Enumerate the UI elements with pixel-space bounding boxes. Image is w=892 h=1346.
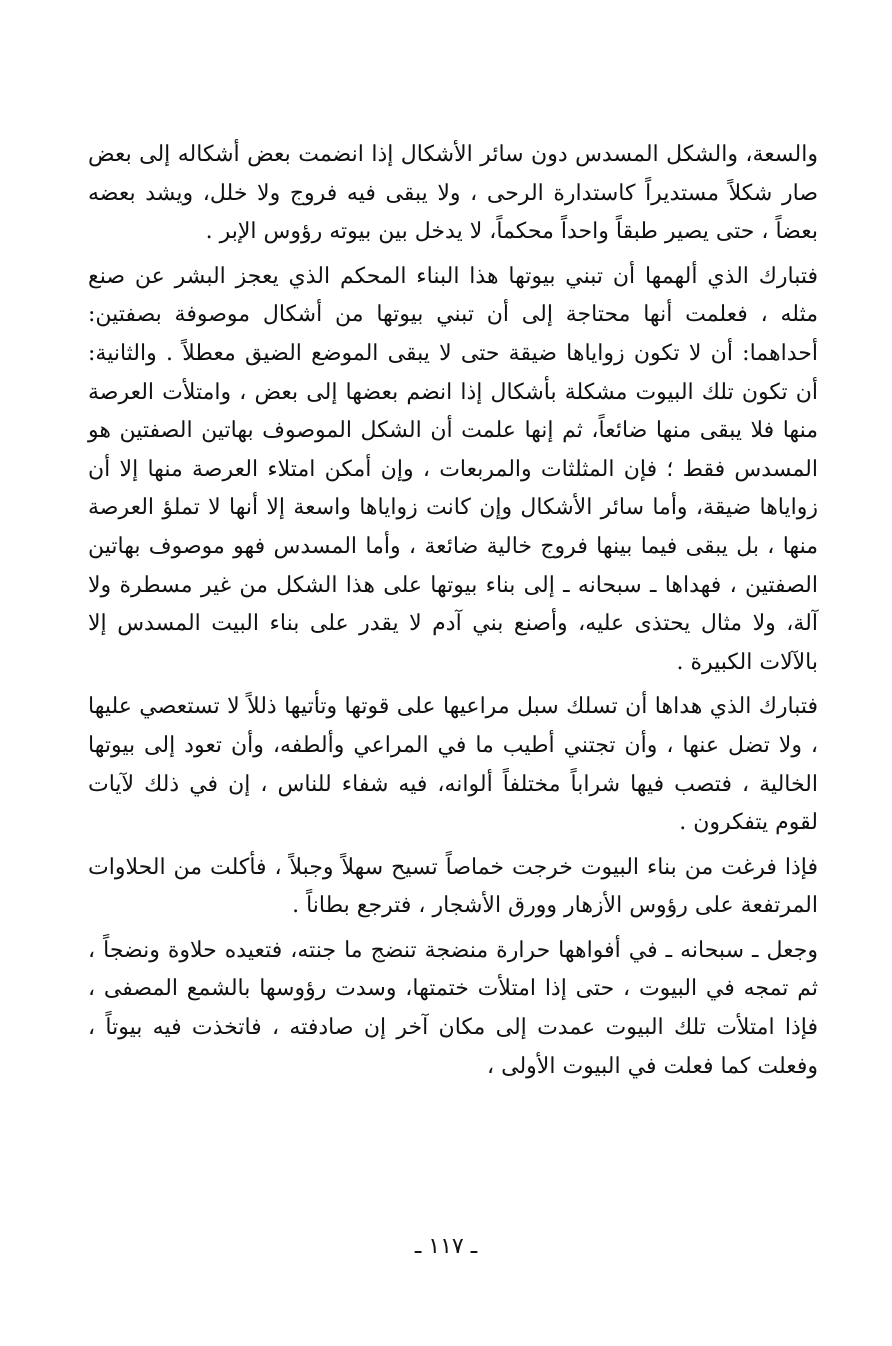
page-number: ـ ١١٧ ـ [414, 1234, 478, 1259]
paragraph-4: فإذا فرغت من بناء البيوت خرجت خماصاً تسيح سهلاً وجبلاً ، فأكلت من الحلاوات المرتفعة على رؤوس الأزهار وورق الأشجار ، فترجع بطاناً . [88, 854, 818, 919]
paragraph-5: وجعل ـ سبحانه ـ في أفواهها حرارة منضجة تنضج ما جنته، فتعيده حلاوة ونضجاً ، ثم تمجه في البيوت ، حتى إذا امتلأت ختمتها، وسدت رؤوسها بالشمع المصفى ، فإذا امتلأت تلك البيوت عمدت إلى مكان آخر إن صادفته ، فاتخذت فيه بيوتاً ، وفعلت كما فعلت في البيوت الأولى ، [88, 937, 818, 1079]
paragraph-1: والسعة، والشكل المسدس دون سائر الأشكال إذا انضمت بعض أشكاله إلى بعض صار شكلاً مستديراً كاستدارة الرحى ، ولا يبقى فيه فروج ولا خلل، ويشد بعضه بعضاً ، حتى يصير طبقاً واحداً محكماً، لا يدخل بين بيوته رؤوس الإبر . [88, 142, 818, 245]
paragraph-3: فتبارك الذي هداها أن تسلك سبل مراعيها على قوتها وتأتيها ذللاً لا تستعصي عليها ، ولا تضل عنها ، وأن تجتني أطيب ما في المراعي وألطفه، وأن تعود إلى بيوتها الخالية ، فتصب فيها شراباً مختلفاً ألوانه، فيه شفاء للناس ، إن في ذلك لآيات لقوم يتفكرون . [88, 694, 818, 836]
paragraph-2: فتبارك الذي ألهمها أن تبني بيوتها هذا البناء المحكم الذي يعجز البشر عن صنع مثله ، فعلمت أنها محتاجة إلى أن تبني بيوتها من أشكال موصوفة بصفتين: أحداهما: أن لا تكون زواياها ضيقة حتى لا يبقى الموضع الضيق معطلاً . والثانية: أن تكون تلك البيوت مشكلة بأشكال إذا انضم بعضها إلى بعض ، وامتلأت العرصة منها فلا يبقى منها ضائعاً، ثم إنها علمت أن الشكل الموصوف بهاتين الصفتين هو المسدس فقط ؛ فإن المثلثات والمربعات ، وإن أمكن امتلاء العرصة منها إلا أن زواياها ضيقة، وأما سائر الأشكال وإن كانت زواياها واسعة إلا أنها لا تملؤ العرصة منها ، بل يبقى فيما بينها فروج خالية ضائعة ، وأما المسدس فهو موصوف بهاتين الصفتين ، فهداها ـ سبحانه ـ إلى بناء بيوتها على هذا الشكل من غير مسطرة ولا آلة، ولا مثال يحتذى عليه، وأصنع بني آدم لا يقدر على بناء البيت المسدس إلا بالآلات الكبيرة . [88, 263, 819, 675]
page-body [88, 136, 818, 1086]
